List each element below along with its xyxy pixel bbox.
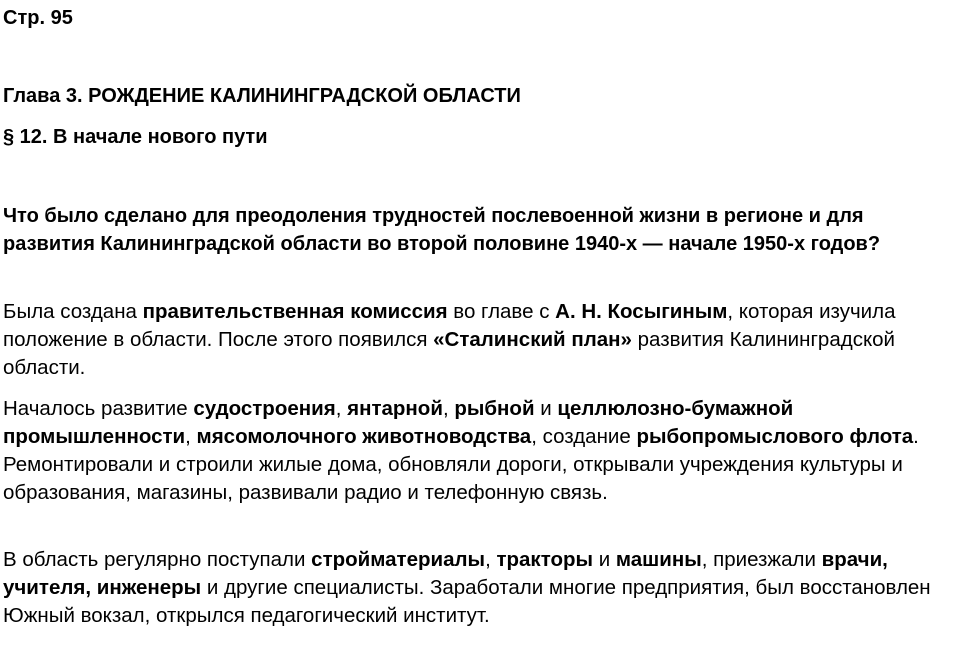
paragraph-segment: Началось развитие xyxy=(3,397,194,420)
paragraph-segment-bold: янтарной xyxy=(347,397,443,420)
paragraph-segment-bold: целлюлозно-бумажной промышленности xyxy=(3,397,794,448)
paragraph-supplies xyxy=(3,546,965,630)
paragraph-segment: и другие специалисты. Заработали многие предприятия, был восстановлен Южный вокзал, открылся педагогический институт. xyxy=(3,576,931,627)
paragraph-segment-bold: судостроения xyxy=(193,397,336,420)
paragraph-segment: во главе с xyxy=(447,300,556,323)
paragraph-segment-bold: машины xyxy=(615,548,702,571)
paragraph-segment-bold: «Сталинский план» xyxy=(433,328,632,351)
paragraph-segment: , создание xyxy=(531,425,637,448)
page-number: Стр. 95 xyxy=(3,7,73,29)
paragraph-segment: . Ремонтировали и строили жилые дома, обновляли дороги, открывали учреждения культуры и образования, магазины, развивали радио и телефонную связь. xyxy=(3,425,919,504)
question-heading: Что было сделано для преодоления трудностей послевоенной жизни в регионе и для развития Калининградской области во второй половине 1940-х — начале 1950-х годов? xyxy=(3,205,881,255)
paragraph-segment: развития Калининградской области. xyxy=(3,328,895,379)
paragraph-segment: , xyxy=(185,425,197,448)
paragraph-segment: , xyxy=(485,548,497,571)
paragraph-segment-bold: правительственная комиссия xyxy=(142,300,448,323)
paragraph-segment-bold: рыбной xyxy=(454,397,535,420)
paragraph-segment: , xyxy=(442,397,455,420)
paragraph-segment: и xyxy=(593,548,616,571)
paragraph-industry xyxy=(3,395,965,507)
paragraph-segment-bold: мясомолочного животноводства xyxy=(196,425,532,448)
paragraph-commission xyxy=(3,298,965,382)
paragraph-segment-bold: рыбопромыслового флота xyxy=(636,425,914,448)
paragraph-segment: В область регулярно поступали xyxy=(3,548,312,571)
paragraph-segment-bold: стройматериалы xyxy=(311,548,486,571)
section-title: § 12. В начале нового пути xyxy=(3,126,268,148)
paragraph-segment-bold: врачи, учителя, инженеры xyxy=(3,548,888,599)
paragraph-segment-bold: А. Н. Косыгиным xyxy=(555,300,728,323)
paragraph-segment: , которая изучила положение в области. После этого появился xyxy=(3,300,896,351)
chapter-title: Глава 3. РОЖДЕНИЕ КАЛИНИНГРАДСКОЙ ОБЛАСТИ xyxy=(3,85,521,107)
paragraph-segment: и xyxy=(534,397,558,420)
paragraph-segment: , xyxy=(335,397,348,420)
paragraph-segment: , приезжали xyxy=(701,548,822,571)
paragraph-segment: Была создана xyxy=(3,300,143,323)
paragraph-segment-bold: тракторы xyxy=(496,548,594,571)
